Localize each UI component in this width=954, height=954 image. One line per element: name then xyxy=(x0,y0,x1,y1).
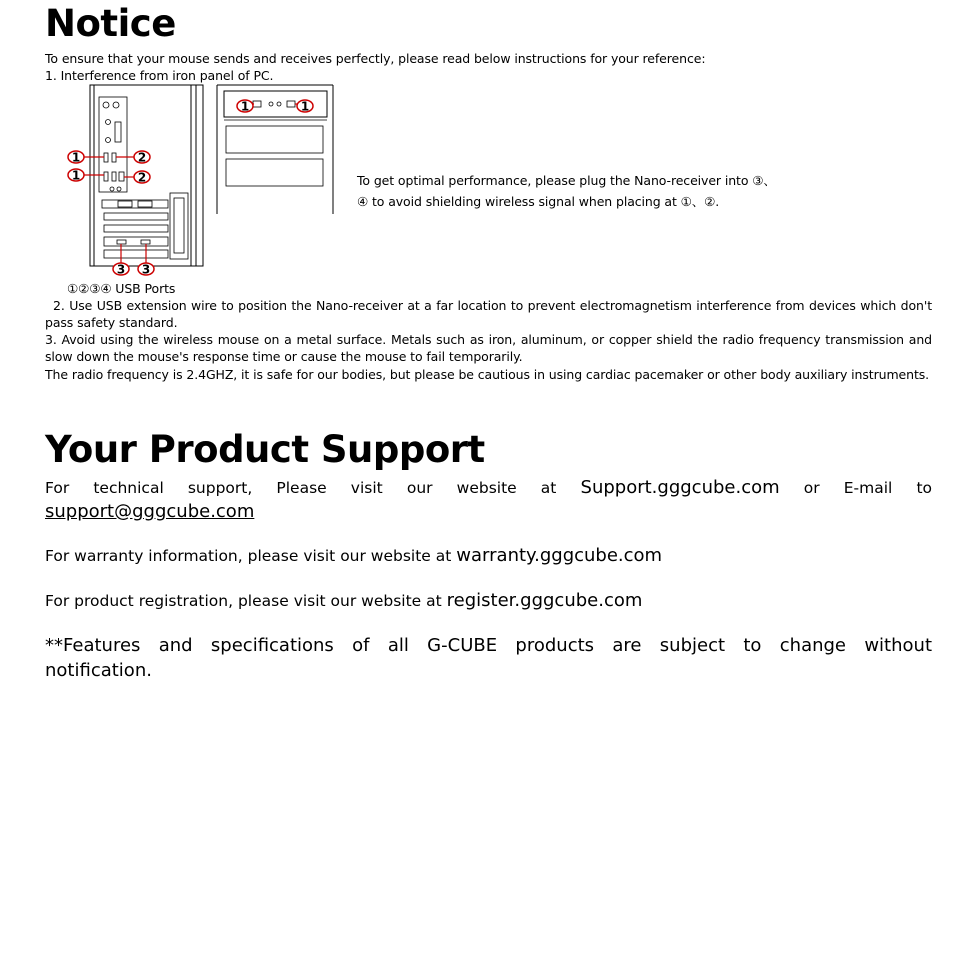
callout-port-3-left xyxy=(113,244,129,277)
warranty-line xyxy=(45,546,932,566)
callout-port-2-rear-top xyxy=(116,151,150,165)
support-website-link[interactable]: Support.gggcube.com xyxy=(580,477,780,498)
notice-item-1: 1. Interference from iron panel of PC. xyxy=(45,68,274,83)
usb-port xyxy=(112,153,116,162)
usb-port xyxy=(141,240,150,244)
callout-port-4-front-left xyxy=(237,100,254,114)
tech-support-or-email: or E-mail to xyxy=(803,479,932,497)
callout-label: 1 xyxy=(300,99,310,114)
callout-label: 1 xyxy=(71,150,81,165)
warranty-text: For warranty information, please visit our website at xyxy=(45,547,452,565)
pc-ports-diagram xyxy=(66,82,338,282)
tip-line-1: To get optimal performance, please plug the Nano-receiver into ③、 xyxy=(357,173,776,188)
callout-port-1-rear-bottom xyxy=(68,169,104,183)
registration-line xyxy=(45,591,932,611)
notice-title: Notice xyxy=(45,2,176,45)
usb-ports-caption: ①②③④ USB Ports xyxy=(67,281,176,296)
callout-port-1-rear-top xyxy=(68,151,104,165)
callout-label: 2 xyxy=(137,150,147,165)
support-title: Your Product Support xyxy=(45,428,485,471)
callout-label: 1 xyxy=(71,168,81,183)
tech-support-line xyxy=(45,478,932,498)
disclaimer-line-1: **Features and specifications of all G-CUBE products are subject to change without xyxy=(45,635,932,656)
callout-label: 3 xyxy=(141,262,151,277)
support-email-link[interactable]: support@gggcube.com xyxy=(45,501,255,522)
tip-line-2: ④ to avoid shielding wireless signal when placing at ①、②. xyxy=(357,194,720,209)
usb-port xyxy=(117,240,126,244)
notice-item-4: The radio frequency is 2.4GHZ, it is safe for our bodies, but please be cautious in using cardiac pacemaker or other body auxiliary instruments. xyxy=(45,367,930,382)
callout-label: 3 xyxy=(116,262,126,277)
notice-intro: To ensure that your mouse sends and receives perfectly, please read below instructions for your reference: xyxy=(45,51,706,66)
callout-label: 2 xyxy=(137,170,147,185)
notice-item-2: 2. Use USB extension wire to position the Nano-receiver at a far location to prevent electromagnetism interference from devices which don't pass safety standard. xyxy=(45,298,932,330)
callout-label: 1 xyxy=(240,99,250,114)
callout-port-3-right xyxy=(138,244,154,277)
notice-item-3: 3. Avoid using the wireless mouse on a metal surface. Metals such as iron, aluminum, or copper shield the radio frequency transmission and slow down the mouse's response time or cause the mouse to fail temporarily. xyxy=(45,332,932,364)
usb-port xyxy=(104,172,108,181)
tech-support-text: For technical support, Please visit our website at xyxy=(45,479,557,497)
registration-website-link[interactable]: register.gggcube.com xyxy=(446,590,643,611)
disclaimer-line-2: notification. xyxy=(45,660,152,681)
callout-port-4-front-right xyxy=(295,100,313,114)
usb-port xyxy=(112,172,116,181)
usb-port xyxy=(104,153,108,162)
registration-text: For product registration, please visit our website at xyxy=(45,592,442,610)
callout-port-2-rear-bottom xyxy=(124,171,150,185)
warranty-website-link[interactable]: warranty.gggcube.com xyxy=(456,545,663,566)
